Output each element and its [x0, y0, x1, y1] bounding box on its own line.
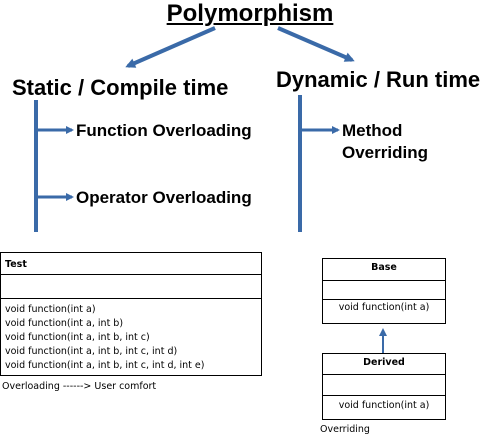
- test-method: void function(int a, int b, int c, int d, int e): [5, 360, 205, 371]
- overloading-caption: Overloading ------> User comfort: [2, 381, 157, 392]
- method-overriding-label: [342, 120, 428, 164]
- arrow-to-dynamic: [278, 28, 352, 60]
- function-overloading-label: Function Overloading: [76, 121, 252, 140]
- test-class-box: [0, 252, 262, 376]
- test-class-attributes: [1, 275, 261, 299]
- base-class-name: Base: [323, 259, 445, 281]
- arrow-to-static: [128, 28, 215, 66]
- operator-overloading-label: Operator Overloading: [76, 188, 252, 207]
- test-method: void function(int a): [5, 304, 96, 315]
- derived-class-attributes: [323, 375, 445, 396]
- derived-class-box: [322, 353, 446, 420]
- diagram-title: Polymorphism: [166, 0, 334, 27]
- static-branch-label: Static / Compile time: [12, 75, 229, 100]
- test-class-methods: [1, 299, 261, 373]
- overriding-caption: Overriding: [320, 424, 370, 435]
- derived-class-name: Derived: [323, 354, 445, 375]
- derived-class-method: void function(int a): [338, 400, 430, 411]
- dynamic-branch-label: Dynamic / Run time: [276, 67, 481, 92]
- test-class-name: Test: [1, 253, 261, 275]
- base-class-box: [322, 258, 446, 324]
- method-overriding-line-2: Overriding: [342, 143, 428, 162]
- base-class-method: void function(int a): [338, 302, 430, 313]
- test-method: void function(int a, int b, int c): [5, 332, 150, 343]
- test-method: void function(int a, int b): [5, 318, 124, 329]
- method-overriding-line-1: Method: [342, 121, 403, 140]
- test-method: void function(int a, int b, int c, int d): [5, 346, 178, 357]
- base-class-attributes: [323, 281, 445, 300]
